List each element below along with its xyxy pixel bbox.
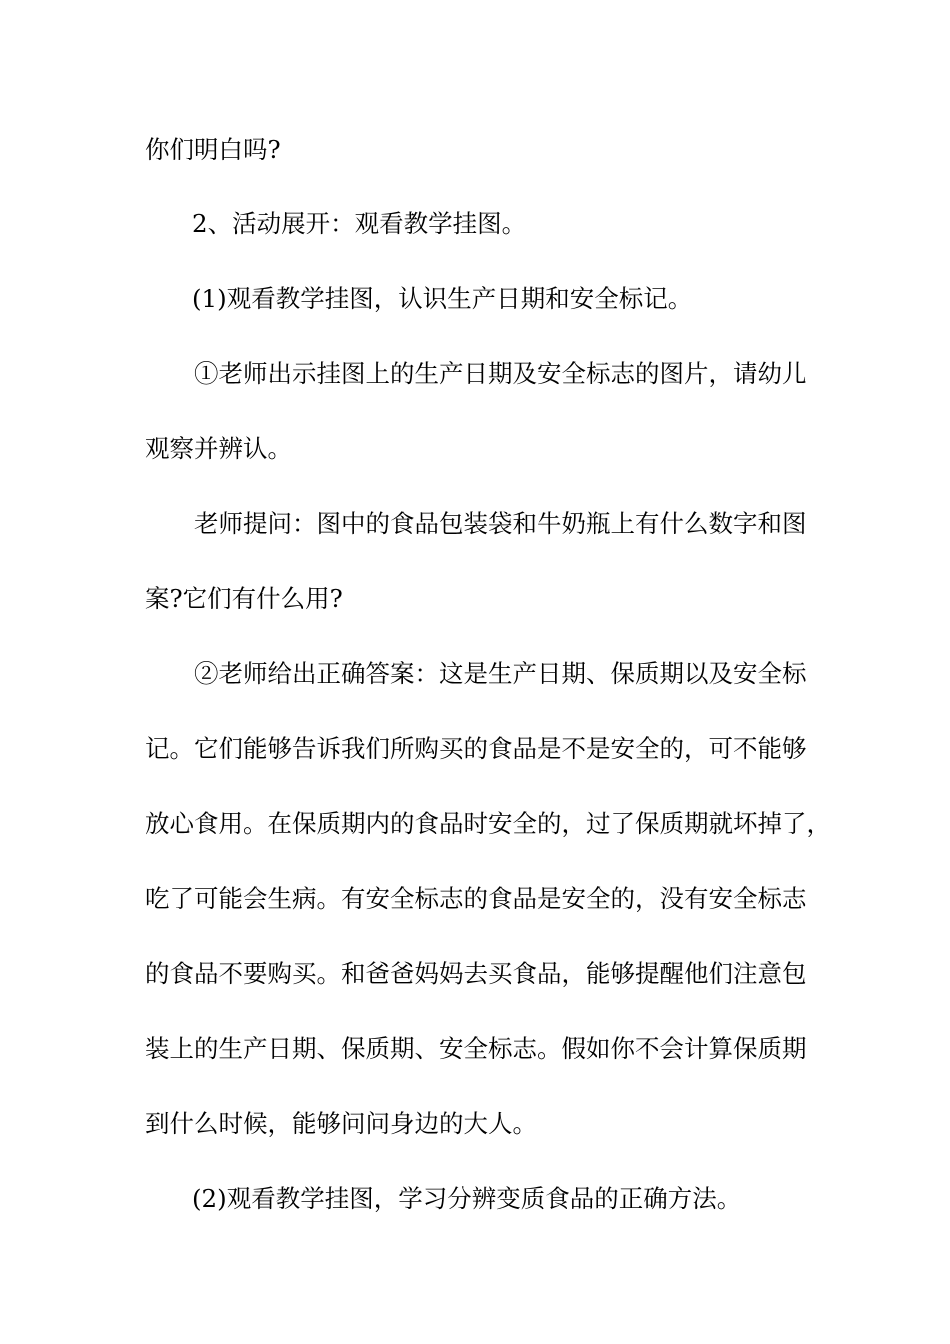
subsection-heading-2: (2)观看教学挂图，学习分辨变质食品的正确方法。 bbox=[192, 1184, 742, 1213]
paragraph-line: 你们明白吗? bbox=[145, 135, 281, 164]
paragraph-line: ①老师出示挂图上的生产日期及安全标志的图片，请幼儿 bbox=[194, 359, 807, 388]
section-heading-activity: 2、活动展开：观看教学挂图。 bbox=[192, 209, 527, 238]
paragraph-line: ②老师给出正确答案：这是生产日期、保质期以及安全标 bbox=[194, 659, 807, 688]
paragraph-line: 放心食用。在保质期内的食品时安全的，过了保质期就坏掉了， bbox=[145, 809, 831, 838]
paragraph-line: 到什么时候，能够问问身边的大人。 bbox=[145, 1109, 537, 1138]
paragraph-line: 装上的生产日期、保质期、安全标志。假如你不会计算保质期 bbox=[145, 1034, 807, 1063]
paragraph-line: 观察并辨认。 bbox=[145, 434, 292, 463]
paragraph-line: 老师提问：图中的食品包装袋和牛奶瓶上有什么数字和图 bbox=[194, 509, 807, 538]
paragraph-line: 案?它们有什么用? bbox=[145, 584, 343, 613]
paragraph-line: 的食品不要购买。和爸爸妈妈去买食品，能够提醒他们注意包 bbox=[145, 959, 807, 988]
paragraph-line: 吃了可能会生病。有安全标志的食品是安全的，没有安全标志 bbox=[145, 884, 807, 913]
subsection-heading-1: (1)观看教学挂图，认识生产日期和安全标记。 bbox=[192, 284, 693, 313]
paragraph-line: 记。它们能够告诉我们所购买的食品是不是安全的，可不能够 bbox=[145, 734, 807, 763]
